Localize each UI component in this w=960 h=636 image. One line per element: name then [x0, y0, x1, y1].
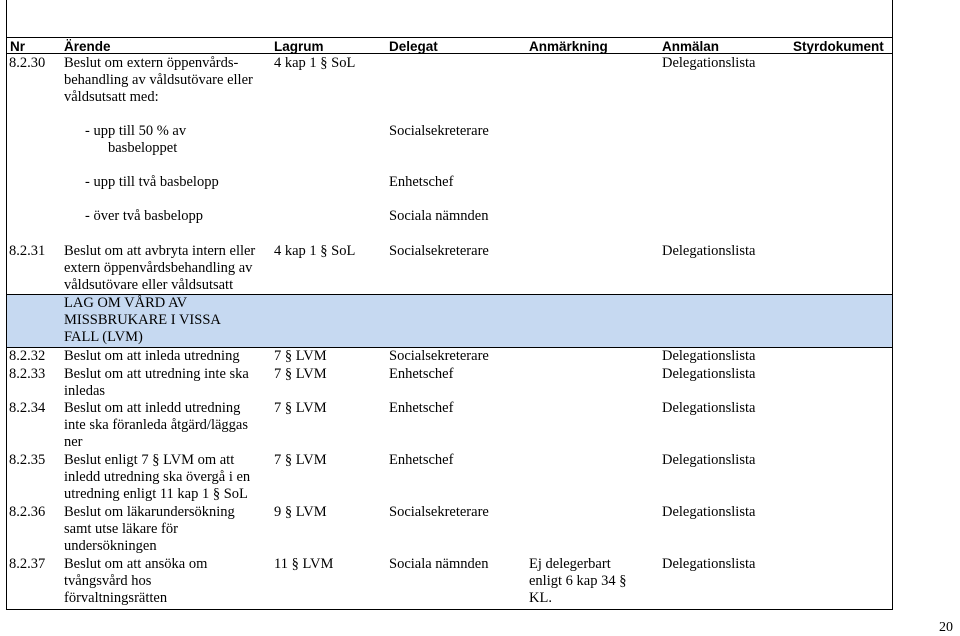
sub-label-line: - upp till 50 % av [85, 123, 187, 139]
row-arende-line: inledas [64, 383, 106, 399]
sub-delegat: Socialsekreterare [389, 123, 489, 139]
row-lagrum: 9 § LVM [274, 504, 327, 520]
row-anmalan: Delegationslista [662, 504, 756, 520]
row-lagrum: 7 § LVM [274, 348, 327, 364]
row-delegat: Sociala nämnden [389, 556, 489, 572]
row-arende-line: våldsutövare eller våldsutsatt [64, 277, 234, 293]
row-arende-line: utredning enligt 11 kap 1 § SoL [64, 486, 248, 502]
row-delegat: Enhetschef [389, 400, 454, 416]
row-arende-line: behandling av våldsutövare eller [64, 72, 253, 88]
row-lagrum: 11 § LVM [274, 556, 334, 572]
header-bottom-border [6, 53, 893, 54]
row-delegat: Enhetschef [389, 452, 454, 468]
row-anmalan: Delegationslista [662, 400, 756, 416]
row-nr: 8.2.32 [9, 348, 46, 364]
header-delegat: Delegat [389, 39, 438, 54]
table-right-border [892, 0, 893, 610]
row-nr: 8.2.33 [9, 366, 46, 382]
sub-label-line: - över två basbelopp [85, 208, 203, 224]
row-arende-line: tvångsvård hos [64, 573, 152, 589]
row-arende-line: Beslut om läkarundersökning [64, 504, 235, 520]
row-arende-line: undersökningen [64, 538, 157, 554]
row-anmalan: Delegationslista [662, 55, 756, 71]
row-anmalan: Delegationslista [662, 556, 756, 572]
header-anmarkning: Anmärkning [529, 39, 608, 54]
row-arende-line: samt utse läkare för [64, 521, 178, 537]
table-bottom-border [6, 609, 893, 610]
row-nr: 8.2.36 [9, 504, 46, 520]
row-arende-line: Beslut om att avbryta intern eller [64, 243, 256, 259]
row-anmarkning-line: Ej delegerbart [529, 556, 611, 572]
sub-delegat: Sociala nämnden [389, 208, 489, 224]
row-anmalan: Delegationslista [662, 243, 756, 259]
row-lagrum: 7 § LVM [274, 400, 327, 416]
row-arende-line: Beslut om att inleda utredning [64, 348, 240, 364]
row-arende-line: Beslut om att ansöka om [64, 556, 208, 572]
row-arende-line: Beslut om att utredning inte ska [64, 366, 249, 382]
row-delegat: Socialsekreterare [389, 504, 489, 520]
row-arende-line: ner [64, 434, 83, 450]
row-anmalan: Delegationslista [662, 366, 756, 382]
row-nr: 8.2.30 [9, 55, 46, 71]
header-lagrum: Lagrum [274, 39, 324, 54]
row-arende-line: extern öppenvårdsbehandling av [64, 260, 253, 276]
row-anmarkning-line: KL. [529, 590, 552, 606]
row-delegat: Socialsekreterare [389, 243, 489, 259]
header-nr: Nr [10, 39, 26, 54]
row-arende-line: inledd utredning ska övergå i en [64, 469, 251, 485]
sub-label-line: basbeloppet [108, 140, 178, 156]
row-nr: 8.2.35 [9, 452, 46, 468]
row-arende-line: förvaltningsrätten [64, 590, 168, 606]
row-delegat: Socialsekreterare [389, 348, 489, 364]
sub-delegat: Enhetschef [389, 174, 454, 190]
section-heading-line: FALL (LVM) [64, 329, 143, 345]
row-arende-line: inte ska föranleda åtgärd/läggas [64, 417, 248, 433]
section-heading-line: MISSBRUKARE I VISSA [64, 312, 221, 328]
page-number: 20 [939, 620, 953, 635]
section-heading-line: LAG OM VÅRD AV [64, 295, 188, 311]
row-anmalan: Delegationslista [662, 452, 756, 468]
row-lagrum: 4 kap 1 § SoL [274, 243, 356, 259]
row-delegat: Enhetschef [389, 366, 454, 382]
row-nr: 8.2.31 [9, 243, 46, 259]
row-arende-line: Beslut enligt 7 § LVM om att [64, 452, 235, 468]
sub-label-line: - upp till två basbelopp [85, 174, 219, 190]
row-lagrum: 4 kap 1 § SoL [274, 55, 356, 71]
header-anmalan: Anmälan [662, 39, 720, 54]
table-top-border [6, 37, 893, 38]
header-styrdokument: Styrdokument [793, 39, 884, 54]
row-anmarkning-line: enligt 6 kap 34 § [529, 573, 627, 589]
row-arende-line: Beslut om att inledd utredning [64, 400, 241, 416]
row-lagrum: 7 § LVM [274, 366, 327, 382]
row-anmalan: Delegationslista [662, 348, 756, 364]
row-nr: 8.2.37 [9, 556, 46, 572]
row-arende-line: Beslut om extern öppenvårds- [64, 55, 239, 71]
row-arende-line: våldsutsatt med: [64, 89, 159, 105]
row-lagrum: 7 § LVM [274, 452, 327, 468]
header-arende: Ärende [64, 39, 111, 54]
row-nr: 8.2.34 [9, 400, 46, 416]
